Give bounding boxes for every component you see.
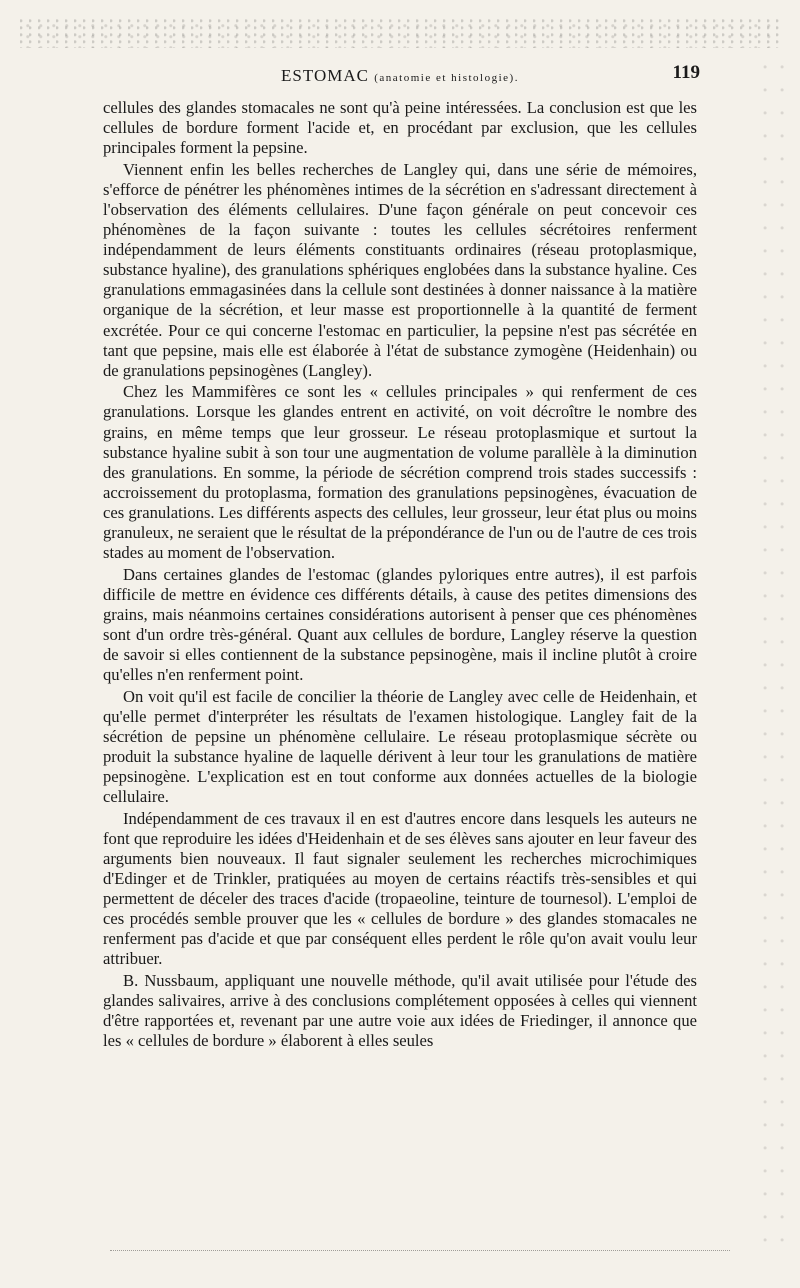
paragraph-5: On voit qu'il est facile de concilier la théorie de Langley avec celle de Heidenhain, et qu'elle permet d'interpréter les résultats de l'examen histologique. Langley fait de la sécrétion de pepsine un phénomène cellulaire. Le réseau protoplasmique sécrète ou produit la substance hyaline de laquelle dérivent à leur tour les granulations de matière pepsinogène. L'explication est en tout conforme aux données actuelles de la biologie cellulaire.: [103, 686, 697, 807]
scan-speckle-bottom: [110, 1250, 730, 1257]
running-title: [100, 66, 700, 86]
paragraph-2: Viennent enfin les belles recherches de Langley qui, dans une série de mémoires, s'efforce de pénétrer les phénomènes intimes de la sécrétion en s'adressant directement à l'observation des éléments cellulaires. D'une façon générale on peut concevoir ces phénomènes de la façon suivante : toutes les cellules sécrétoires renferment indépendamment de leurs éléments constituants ordinaires (réseau protoplasmique, substance hyaline), des granulations sphériques englobées dans la substance hyaline. Ces granulations emmagasinées dans la cellule sont destinées à donner naissance à la matière organique de la sécrétion, et leur masse est proportionnelle à la quantité de ferment excrétée. Pour ce qui concerne l'estomac en particulier, la pepsine n'est pas sécrétée en tant que pepsine, mais elle est élaborée à l'état de substance zymogène (Heidenhain) ou de granulations pepsinogènes (Langley).: [103, 159, 697, 380]
scan-speckle-top: [20, 18, 780, 48]
running-title-main: ESTOMAC: [281, 66, 369, 85]
running-header: [100, 62, 700, 92]
paragraph-3: Chez les Mammifères ce sont les « cellules principales » qui renferment de ces granulations. Lorsque les glandes entrent en activité, on voit décroître le nombre des grains, en même temps que leur grosseur. Le réseau protoplasmique et surtout la substance hyaline subit à son tour une augmentation de volume parallèle à la diminution des granulations. En somme, la période de sécrétion comprend trois stades successifs : accroissement du protoplasma, formation des granulations pepsinogènes, évacuation de ces granulations. Les différents aspects des cellules, leur grosseur, leur état plus ou moins granuleux, ne seraient que le résultat de la prépondérance de l'un ou de l'autre de ces trois stades au moment de l'observation.: [103, 382, 697, 563]
paragraph-7: B. Nussbaum, appliquant une nouvelle méthode, qu'il avait utilisée pour l'étude des glandes salivaires, arrive à des conclusions complétement opposées à celles qui viennent d'être rapportées et, revenant par une autre voie aux idées de Friedinger, il annonce que les « cellules de bordure » élaborent à elles seules: [103, 971, 697, 1051]
paragraph-4: Dans certaines glandes de l'estomac (glandes pyloriques entre autres), il est parfois difficile de mettre en évidence ces différents détails, à cause des petites dimensions des grains, mais néanmoins certaines considérations autorisent à penser que ces phénomènes sont d'un ordre très-général. Quant aux cellules de bordure, Langley réserve la question de savoir si elles contiennent de la substance pepsinogène, mais il incline plutôt à croire qu'elles n'en renferment point.: [103, 564, 697, 685]
body-text: [103, 98, 697, 1053]
running-title-sub: (anatomie et histologie).: [374, 72, 519, 84]
paragraph-1: cellules des glandes stomacales ne sont qu'à peine intéressées. La conclusion est que les cellules de bordure forment l'acide et, en procédant par exclusion, que les cellules principales forment la pepsine.: [103, 98, 697, 158]
scan-speckle-right: [760, 60, 790, 1260]
page-number: 119: [672, 62, 700, 83]
paragraph-6: Indépendamment de ces travaux il en est d'autres encore dans lesquels les auteurs ne font que reproduire les idées d'Heidenhain et de ses élèves sans ajouter en leur faveur des arguments bien nouveaux. Il faut signaler seulement les recherches microchimiques d'Edinger et de Trinkler, pratiquées au moyen de certains réactifs très-sensibles et qui permettent de déceler des traces d'acide (tropaeoline, teinture de tournesol). L'emploi de ces procédés semble prouver que les « cellules de bordure » des glandes stomacales ne renferment pas d'acide et que par conséquent elles perdent le rôle qu'on avait voulu leur attribuer.: [103, 808, 697, 969]
